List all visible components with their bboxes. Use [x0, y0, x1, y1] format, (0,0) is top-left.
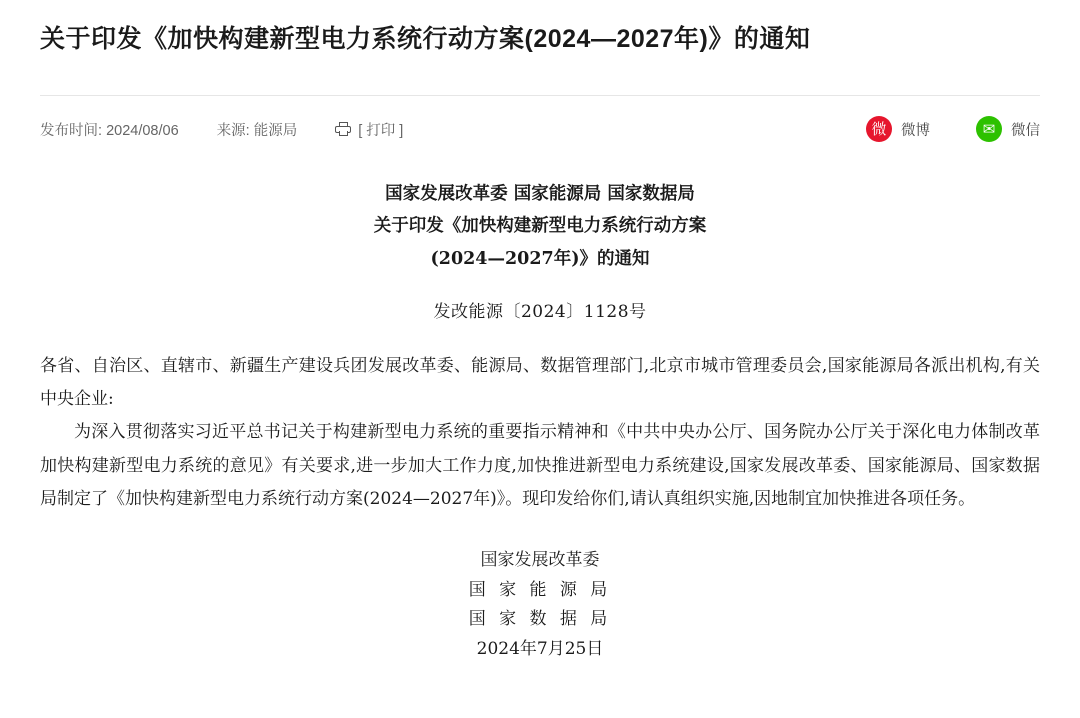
- publish-time-value: 2024/08/06: [106, 122, 179, 139]
- paragraph-addressee: 各省、自治区、直辖市、新疆生产建设兵团发展改革委、能源局、数据管理部门,北京市城市管理委员会,国家能源局各派出机构,有关中央企业:: [40, 356, 1040, 410]
- document-body: [40, 178, 1040, 665]
- document-paragraphs: [40, 350, 1040, 516]
- source-label: 来源:: [216, 122, 250, 139]
- weibo-icon: 微: [866, 116, 892, 142]
- wechat-icon: ✉: [976, 116, 1002, 142]
- share-zone: [820, 116, 1040, 142]
- print-label: [ 打印 ]: [358, 122, 404, 139]
- share-wechat-label: 微信: [1011, 122, 1040, 139]
- source: [217, 119, 298, 140]
- paragraph-main: 为深入贯彻落实习近平总书记关于构建新型电力系统的重要指示精神和《中共中央办公厅、国务院办公厅关于深化电力体制改革加快构建新型电力系统的意见》有关要求,进一步加大工作力度,加快推进新型电力系统建设,国家发展改革委、国家能源局、国家数据局制定了《加快构建新型电力系统行动方案(2024—2027年)》。现印发给你们,请认真组织实施,因地制宜加快推进各项任务。: [40, 422, 1040, 509]
- signature-line-1: 国家发展改革委: [480, 549, 600, 570]
- share-wechat-button[interactable]: [976, 116, 1040, 142]
- publish-time: [40, 119, 179, 140]
- printer-icon: [335, 122, 351, 136]
- heading-line-1: 国家发展改革委 国家能源局 国家数据局: [385, 184, 695, 204]
- print-button[interactable]: [335, 119, 403, 140]
- publish-time-label: 发布时间:: [40, 122, 103, 139]
- page-title: 关于印发《加快构建新型电力系统行动方案(2024—2027年)》的通知: [40, 25, 811, 53]
- document-number: 发改能源〔2024〕1128号: [433, 302, 647, 323]
- heading-line-3: (2024—2027年)》的通知: [430, 248, 650, 269]
- document-signature: [40, 546, 1040, 665]
- heading-line-2: 关于印发《加快构建新型电力系统行动方案: [373, 216, 707, 237]
- signature-date: 2024年7月25日: [476, 639, 604, 660]
- signature-line-2: 国 家 能 源 局: [468, 579, 612, 600]
- share-weibo-label: 微博: [901, 122, 930, 139]
- meta-bar: [40, 96, 1040, 162]
- source-value: 能源局: [253, 122, 298, 139]
- document-heading: [40, 178, 1040, 275]
- signature-line-3: 国 家 数 据 局: [468, 609, 612, 630]
- share-weibo-button[interactable]: [866, 116, 930, 142]
